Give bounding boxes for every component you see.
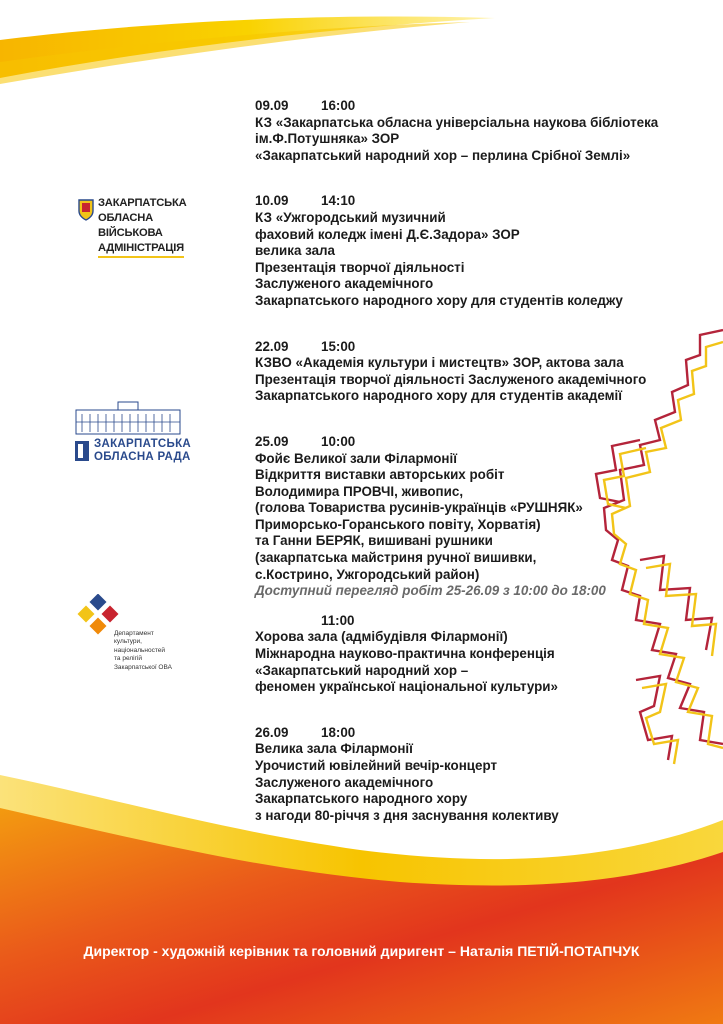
event-line: Презентація творчої діяльності Заслуженого академічного	[255, 371, 647, 387]
event-line: Презентація творчої діяльності	[255, 259, 465, 275]
event-time: 11:00	[321, 612, 355, 628]
event-line: Фойє Великої зали Філармонії	[255, 450, 457, 466]
event-item	[255, 725, 695, 825]
event-line: Закарпатського народного хору	[255, 791, 468, 807]
event-line: Заслуженого академічного	[255, 774, 434, 790]
event-item	[255, 434, 695, 600]
logo-text-line: ЗАКАРПАТСЬКА	[98, 197, 187, 209]
event-line: феномен української національної культури»	[255, 679, 558, 695]
event-time: 16:00	[321, 98, 356, 113]
event-line: Велика зала Філармонії	[255, 741, 413, 757]
event-date: 26.09	[255, 724, 289, 740]
event-item	[255, 98, 695, 164]
event-line: Урочистий ювілейний вечір-концерт	[255, 758, 498, 773]
bottom-orange-band	[0, 808, 723, 1024]
event-schedule	[255, 98, 695, 824]
event-line: та Ганни БЕРЯК, вишивані рушники	[255, 533, 493, 549]
footer-director-credit: Директор - художній керівник та головний диригент – Наталія ПЕТІЙ-ПОТАПЧУК	[83, 943, 640, 959]
logo-text-line: ОБЛАСНА РАДА	[94, 451, 191, 463]
event-line: «Закарпатський народний хор – перлина Срібної Землі»	[255, 147, 631, 163]
event-date: 22.09	[255, 338, 289, 354]
logo-text-line: Департамент	[114, 630, 154, 637]
event-line: Міжнародна науково-практична конференція	[255, 646, 555, 662]
coat-of-arms-icon	[78, 199, 94, 221]
event-line: Володимира ПРОВЧІ, живопис,	[255, 483, 464, 499]
event-line: Приморсько-Горанського повіту, Хорватія)	[255, 516, 541, 532]
logo-text-line: національностей	[114, 646, 165, 654]
event-line: КЗ «Закарпатська обласна універсіальна наукова бібліотека	[255, 114, 659, 130]
event-line: КЗ «Ужгородський музичний	[255, 209, 446, 225]
council-emblem-icon	[74, 440, 90, 462]
culture-department-logo	[76, 594, 172, 671]
logo-text-line: ОБЛАСНА	[98, 212, 153, 224]
event-date: 09.09	[255, 98, 289, 113]
event-line: Відкриття виставки авторських робіт	[255, 467, 505, 483]
event-line: велика зала	[255, 243, 335, 259]
event-item	[255, 193, 695, 309]
event-line: ім.Ф.Потушняка» ЗОР	[255, 131, 400, 147]
event-time: 18:00	[321, 724, 356, 740]
event-note: Доступний перегляд робіт 25-26.09 з 10:00 до 18:00	[255, 583, 606, 599]
event-time: 15:00	[321, 338, 356, 354]
event-time: 10:00	[321, 433, 356, 449]
event-line: фаховий коледж імені Д.Є.Задора» ЗОР	[255, 226, 520, 242]
event-line: (закарпатська майстриня ручної вишивки,	[255, 550, 537, 566]
event-item	[255, 613, 695, 696]
regional-council-logo	[74, 400, 192, 463]
event-line: Хорова зала (адмібудівля Філармонії)	[255, 629, 508, 645]
event-date: 25.09	[255, 433, 289, 449]
event-line: КЗВО «Академія культури і мистецтв» ЗОР, актова зала	[255, 355, 624, 371]
event-line: Закарпатського народного хору для студентів академії	[255, 388, 623, 404]
building-icon	[74, 400, 184, 436]
logo-text-line: та релігій	[114, 655, 143, 663]
event-line: «Закарпатський народний хор –	[255, 662, 469, 678]
event-item	[255, 339, 695, 405]
logo-text-line: ВІЙСЬКОВА	[98, 227, 163, 239]
logo-text-line: АДМІНІСТРАЦІЯ	[98, 241, 184, 258]
event-line: з нагоди 80-річчя з дня заснування колективу	[255, 807, 559, 823]
event-time: 14:10	[321, 193, 356, 209]
event-line: с.Кострино, Ужгородський район)	[255, 566, 480, 582]
event-line: Заслуженого академічного	[255, 276, 434, 292]
event-date: 10.09	[255, 193, 289, 209]
event-line: (голова Товариства русинів-українців «РУШНЯК»	[255, 500, 583, 516]
logo-text-line: Закарпатської ОВА	[114, 663, 172, 671]
logo-text-line: культури,	[114, 638, 142, 646]
event-line: Закарпатського народного хору для студентів коледжу	[255, 292, 623, 308]
logo-text-line: ЗАКАРПАТСЬКА	[94, 438, 192, 450]
